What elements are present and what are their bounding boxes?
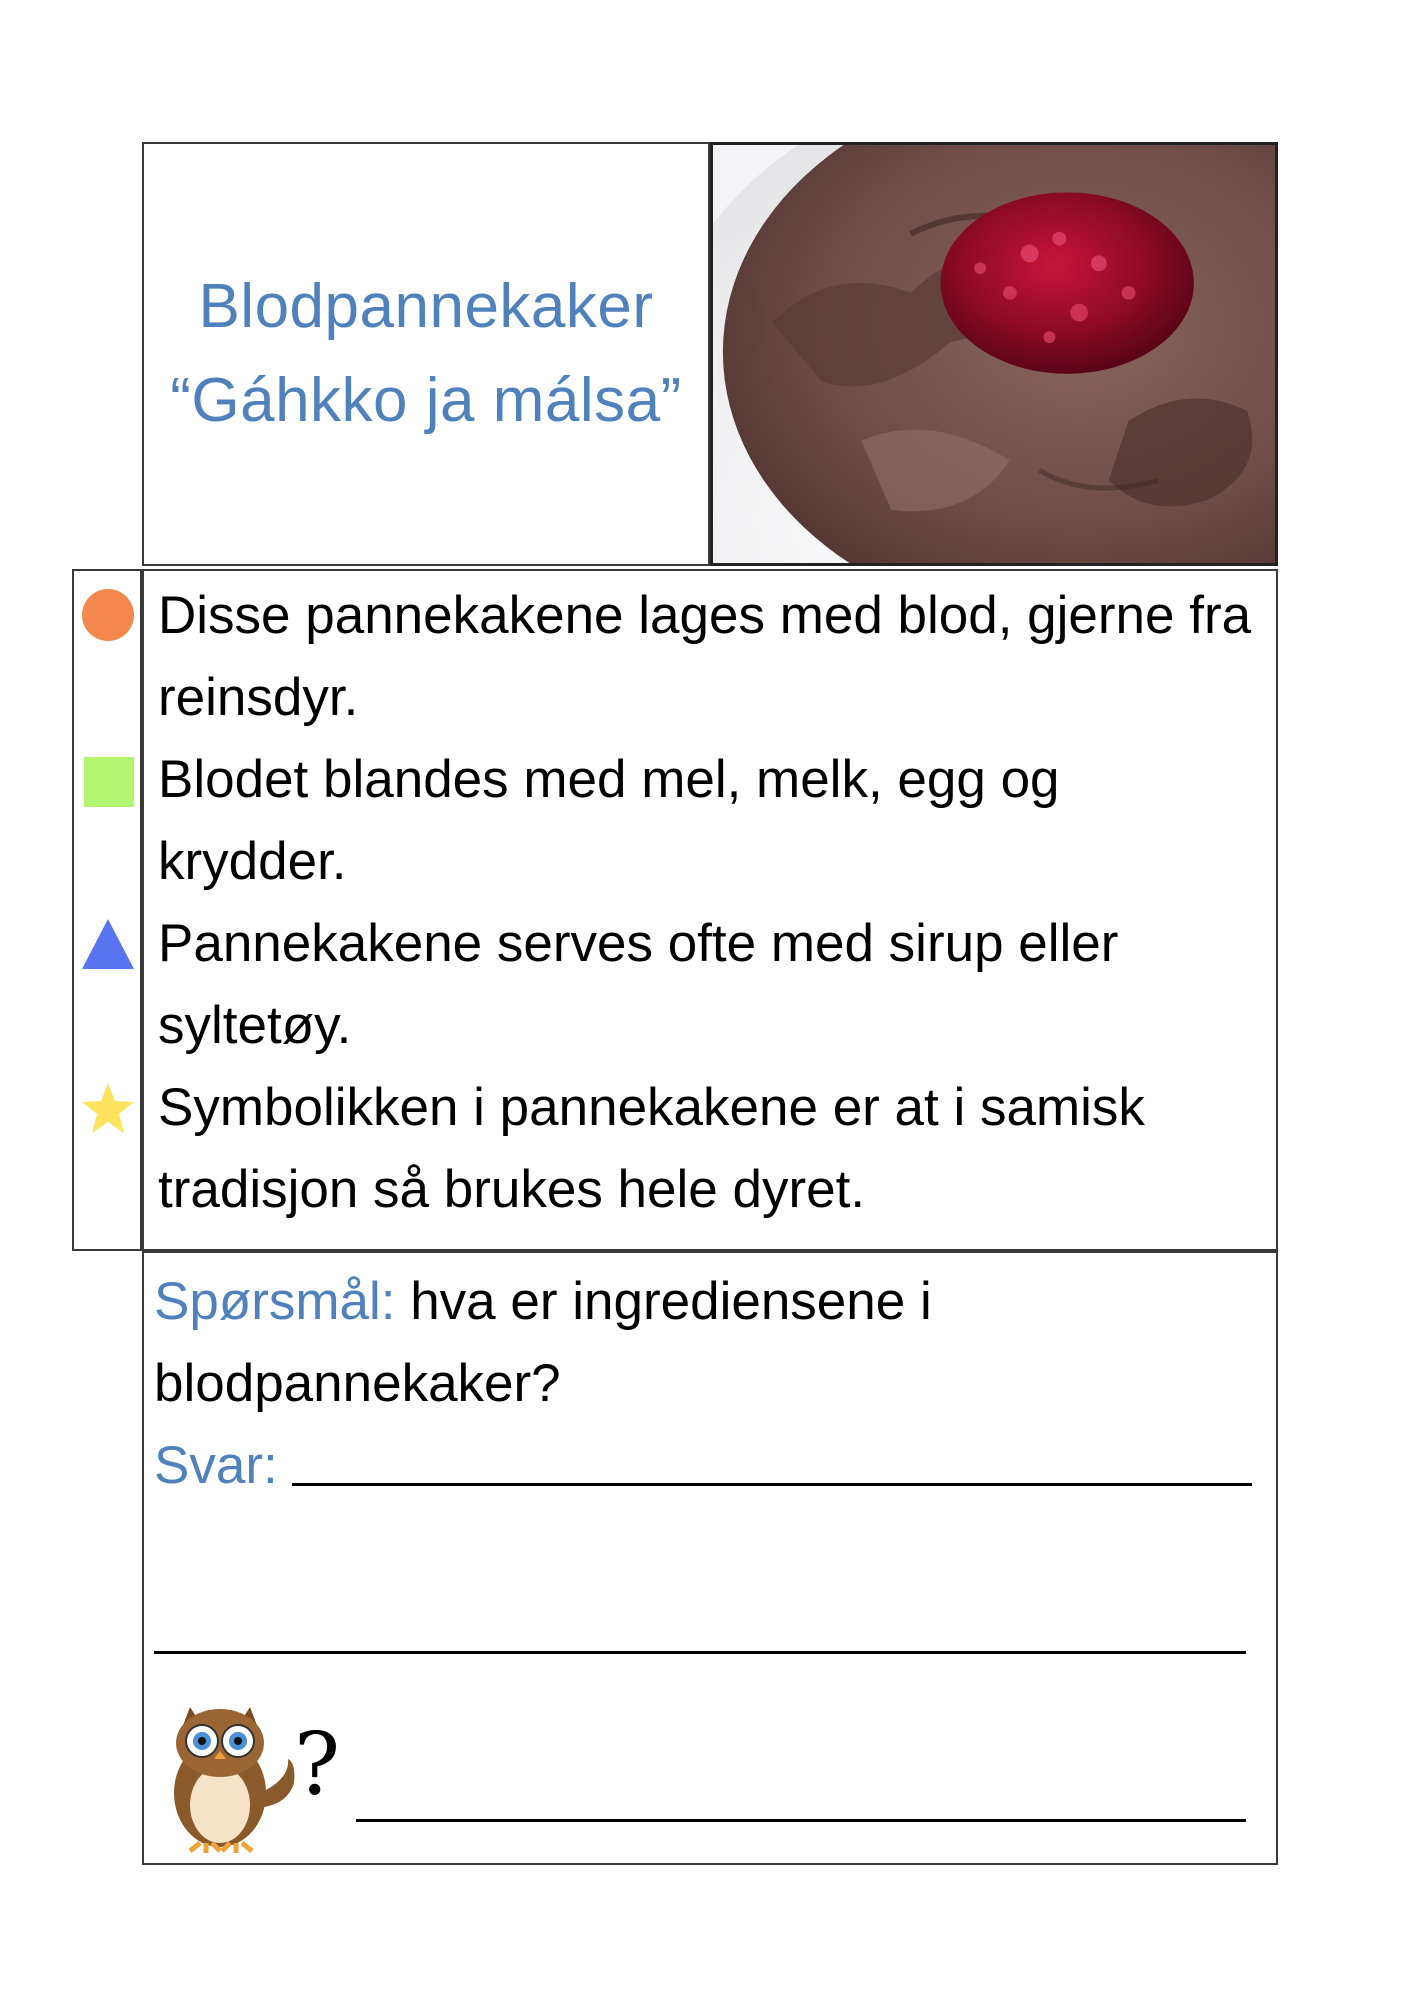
- page-title: [170, 260, 682, 448]
- question-text: hva er ingrediensene i blodpannekaker?: [154, 1272, 932, 1413]
- orange-circle-icon: [80, 587, 136, 643]
- owl-mascot-icon: [160, 1693, 300, 1853]
- answer-line-3[interactable]: [356, 1819, 1246, 1822]
- pancake-photo: [710, 142, 1278, 566]
- question-label: Spørsmål:: [154, 1272, 396, 1331]
- title-line-1: Blodpannekaker: [198, 272, 654, 341]
- question-panel: [142, 1251, 1278, 1865]
- blue-triangle-icon: [80, 917, 136, 973]
- answer-label: Svar:: [154, 1436, 278, 1495]
- yellow-star-icon: [80, 1081, 136, 1137]
- fact-4: Symbolikken i pannekakene er at i samisk tradisjon så brukes hele dyret.: [158, 1078, 1145, 1219]
- fact-2: Blodet blandes med mel, melk, egg og krydder.: [158, 750, 1060, 891]
- fact-3: Pannekakene serves ofte med sirup eller syltetøy.: [158, 914, 1119, 1055]
- blood-pancake-with-lingonberry-jam-photo: [713, 145, 1275, 563]
- owl-question-mark: ?: [294, 1715, 341, 1815]
- title-panel: [142, 142, 710, 566]
- title-line-2: “Gáhkko ja málsa”: [170, 366, 682, 435]
- answer-line-1[interactable]: [292, 1483, 1252, 1486]
- answer-line-2[interactable]: [154, 1651, 1246, 1654]
- question: [154, 1261, 1264, 1425]
- fact-1: Disse pannekakene lages med blod, gjerne fra reinsdyr.: [158, 586, 1252, 727]
- green-square-icon: [80, 755, 136, 811]
- symbol-column: [72, 569, 142, 1251]
- facts-panel: [142, 569, 1278, 1251]
